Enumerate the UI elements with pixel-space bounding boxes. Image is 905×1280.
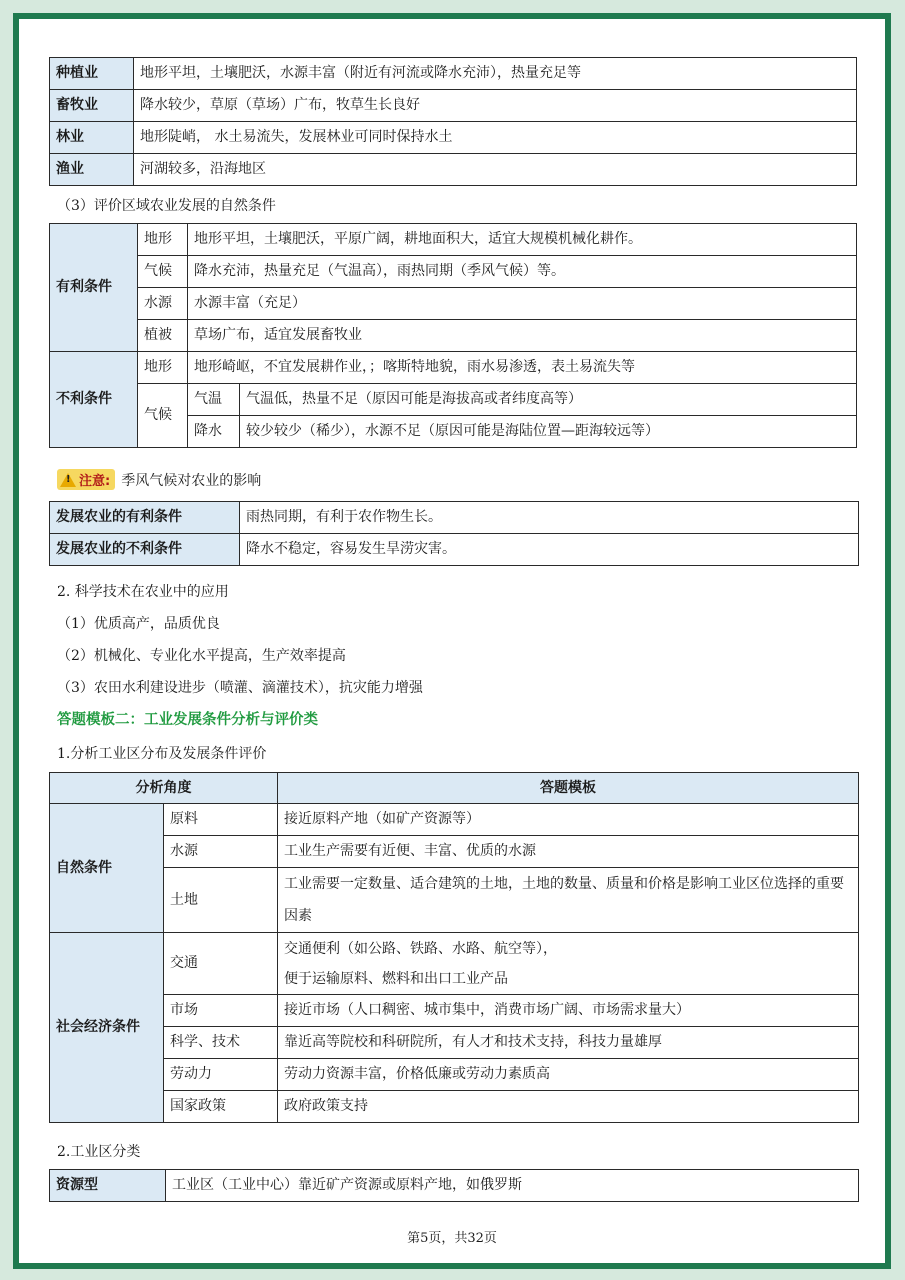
row-value: 劳动力资源丰富，价格低廉或劳动力素质高	[278, 1059, 859, 1091]
note-text: 季风气候对农业的影响	[121, 472, 262, 489]
row-value: 政府政策支持	[278, 1091, 859, 1123]
row-label: 渔业	[50, 154, 134, 186]
unfavorable-label: 不利条件	[50, 352, 138, 448]
row-value: 地形平坦，土壤肥沃，平原广阔，耕地面积大，适宜大规模机械化耕作。	[188, 224, 857, 256]
page-frame	[13, 13, 891, 1269]
transport-line-2: 便于运输原料、燃料和出口工业产品	[284, 970, 508, 987]
table-row	[50, 352, 857, 384]
transport-line-1: 交通便利（如公路、铁路、水路、航空等），	[284, 940, 557, 957]
social-label: 社会经济条件	[50, 933, 164, 1123]
favorable-label: 有利条件	[50, 224, 138, 352]
row-value: 降水较少，草原（草场）广布，牧草生长良好	[134, 90, 857, 122]
row-value: 地形平坦，土壤肥沃，水源丰富（附近有河流或降水充沛），热量充足等	[134, 58, 857, 90]
warning-icon: !	[60, 473, 76, 487]
tech-item-1: （1）优质高产，品质优良	[57, 616, 220, 632]
row-label: 地形	[138, 224, 188, 256]
table-row	[50, 154, 857, 186]
table-row	[50, 90, 857, 122]
column-header: 答题模板	[278, 773, 859, 804]
table-row	[50, 836, 859, 868]
row-value: 工业需要一定数量、适合建筑的土地，土地的数量、质量和价格是影响工业区位选择的重要因素	[278, 868, 859, 933]
row-label: 气候	[138, 384, 188, 448]
row-label: 气候	[138, 256, 188, 288]
table-row	[50, 995, 859, 1027]
row-label: 水源	[164, 836, 278, 868]
row-value: 地形陡峭， 水土易流失，发展林业可同时保持水土	[134, 122, 857, 154]
section-title: 答题模板二：工业发展条件分析与评价类	[57, 712, 318, 728]
row-label: 发展农业的有利条件	[50, 502, 240, 534]
row-sublabel: 气温	[188, 384, 240, 416]
row-label: 植被	[138, 320, 188, 352]
industry-heading: 1.分析工业区分布及发展条件评价	[57, 746, 267, 762]
table-row	[50, 1170, 859, 1202]
row-value: 较少较少（稀少），水源不足（原因可能是海陆位置—距海较远等）	[240, 416, 857, 448]
row-value: 降水不稳定，容易发生旱涝灾害。	[240, 534, 859, 566]
row-label: 国家政策	[164, 1091, 278, 1123]
page-number: 第5页，共32页	[407, 1231, 497, 1246]
row-label: 科学、技术	[164, 1027, 278, 1059]
row-sublabel: 降水	[188, 416, 240, 448]
table-row	[50, 122, 857, 154]
industry-conditions-table	[49, 772, 859, 1123]
table-row	[50, 804, 859, 836]
table-row	[50, 1059, 859, 1091]
row-label: 资源型	[50, 1170, 166, 1202]
row-label: 市场	[164, 995, 278, 1027]
row-label: 发展农业的不利条件	[50, 534, 240, 566]
row-label: 水源	[138, 288, 188, 320]
note-badge	[57, 469, 115, 490]
row-value: 工业生产需要有近便、丰富、优质的水源	[278, 836, 859, 868]
table-row	[50, 534, 859, 566]
tech-item-3: （3）农田水利建设进步（喷灌、滴灌技术），抗灾能力增强	[57, 680, 423, 696]
monsoon-impact-table	[49, 501, 859, 566]
row-value: 河湖较多，沿海地区	[134, 154, 857, 186]
table-row	[50, 1091, 859, 1123]
row-value: 接近市场（人口稠密、城市集中，消费市场广阔、市场需求量大）	[278, 995, 859, 1027]
row-value: 气温低，热量不足（原因可能是海拔高或者纬度高等）	[240, 384, 857, 416]
table-row	[50, 868, 859, 933]
row-value: 水源丰富（充足）	[188, 288, 857, 320]
row-label: 交通	[164, 933, 278, 995]
table-row	[50, 933, 859, 995]
row-label: 地形	[138, 352, 188, 384]
tech-heading: 2. 科学技术在农业中的应用	[57, 584, 229, 600]
heading-natural-conditions: （3）评价区域农业发展的自然条件	[57, 198, 276, 214]
industry-classification-table	[49, 1169, 859, 1202]
natural-label: 自然条件	[50, 804, 164, 933]
row-label: 土地	[164, 868, 278, 933]
row-value: 草场广布，适宜发展畜牧业	[188, 320, 857, 352]
column-header: 分析角度	[50, 773, 278, 804]
row-value: 地形崎岖，不宜发展耕作业，；喀斯特地貌，雨水易渗透，表土易流失等	[188, 352, 857, 384]
note-line	[57, 469, 261, 490]
table-row	[50, 256, 857, 288]
document-page	[19, 19, 885, 1263]
classification-heading: 2.工业区分类	[57, 1144, 141, 1160]
table-row	[50, 502, 859, 534]
table-row	[50, 224, 857, 256]
table-row	[50, 384, 857, 416]
row-value: 雨热同期，有利于农作物生长。	[240, 502, 859, 534]
table-header-row	[50, 773, 859, 804]
row-label: 畜牧业	[50, 90, 134, 122]
agriculture-types-table	[49, 57, 857, 186]
row-value: 靠近高等院校和科研院所，有人才和技术支持，科技力量雄厚	[278, 1027, 859, 1059]
row-label: 劳动力	[164, 1059, 278, 1091]
note-badge-label: 注意:	[79, 474, 111, 489]
natural-conditions-table	[49, 223, 857, 448]
table-row	[50, 1027, 859, 1059]
table-row	[50, 288, 857, 320]
table-row	[50, 58, 857, 90]
row-value: 工业区（工业中心）靠近矿产资源或原料产地，如俄罗斯	[166, 1170, 859, 1202]
row-label: 原料	[164, 804, 278, 836]
row-value: 接近原料产地（如矿产资源等）	[278, 804, 859, 836]
row-label: 种植业	[50, 58, 134, 90]
row-label: 林业	[50, 122, 134, 154]
row-value: 降水充沛，热量充足（气温高），雨热同期（季风气候）等。	[188, 256, 857, 288]
tech-item-2: （2）机械化、专业化水平提高，生产效率提高	[57, 648, 346, 664]
table-row	[50, 320, 857, 352]
row-value	[278, 933, 859, 995]
